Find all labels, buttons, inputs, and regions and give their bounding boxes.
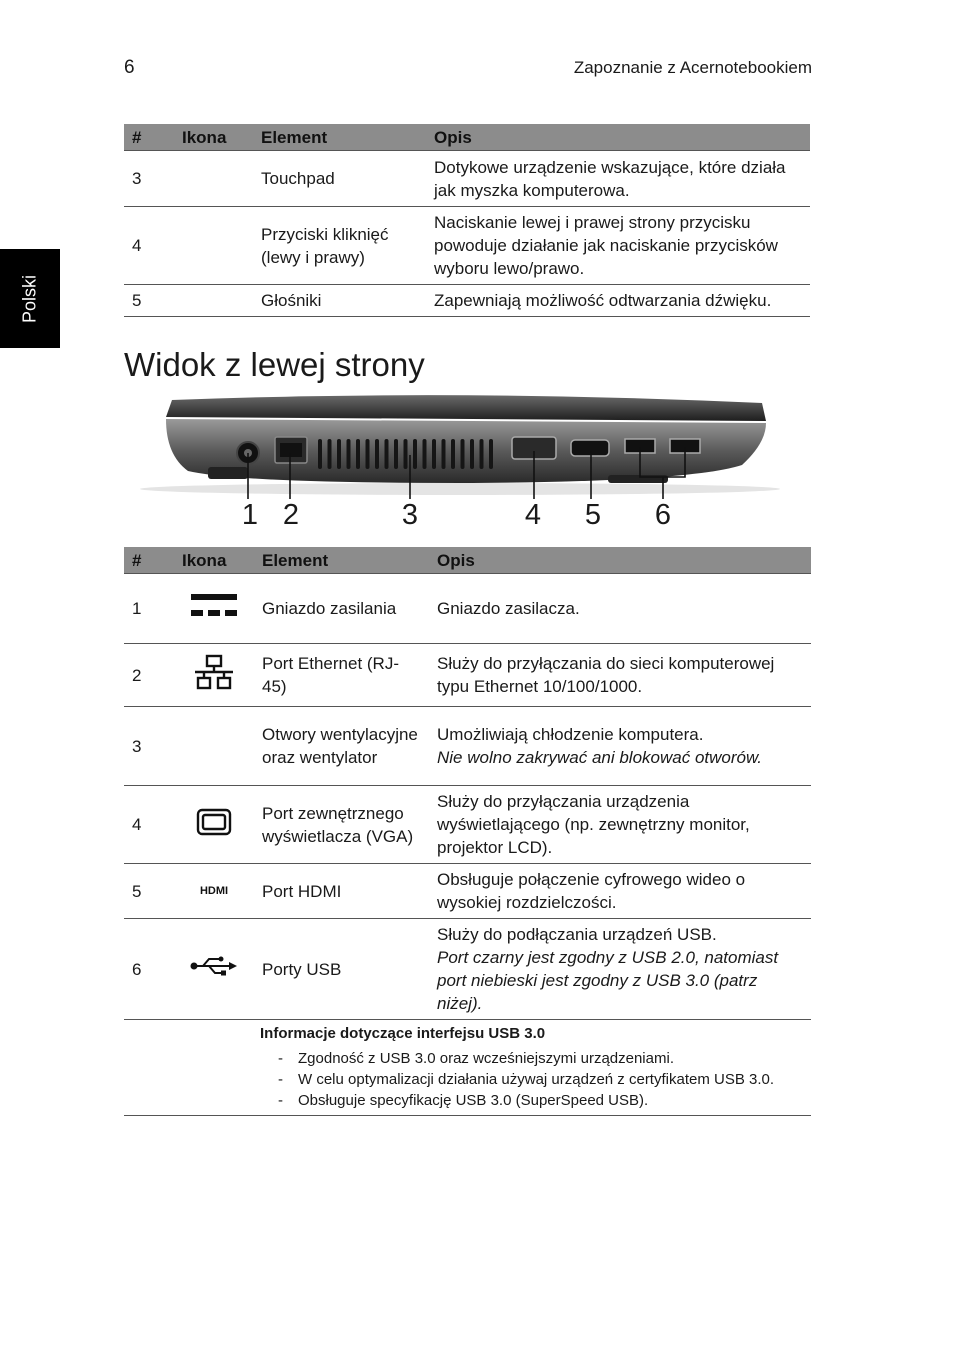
table-row	[124, 707, 811, 786]
row-element: Touchpad	[253, 151, 426, 207]
vent-slot	[404, 439, 408, 469]
row-icon-cell	[174, 151, 253, 207]
foot	[208, 467, 248, 479]
ethernet-icon	[192, 654, 236, 690]
shadow	[140, 483, 780, 495]
list-item: - W celu optymalizacji działania używaj urządzeń z certyfikatem USB 3.0.	[260, 1069, 811, 1090]
row-icon-cell	[174, 919, 254, 1020]
row-element: Port Ethernet (RJ-45)	[254, 644, 429, 707]
col-header-element: Element	[253, 124, 426, 151]
section-title: Widok z lewej strony	[124, 346, 425, 383]
list-item: - Zgodność z USB 3.0 oraz wcześniejszymi urządzeniami.	[260, 1048, 811, 1069]
hdmi-logo-text: HDMI	[199, 884, 229, 897]
row-element: Porty USB	[254, 919, 429, 1020]
row-number: 4	[124, 786, 174, 864]
row-icon-cell	[174, 864, 254, 919]
row-description: Obsługuje połączenie cyfrowego wideo o wysokiej rozdzielczości.	[429, 864, 811, 919]
page-number: 6	[124, 57, 135, 78]
row-element: Port zewnętrznego wyświetlacza (VGA)	[254, 786, 429, 864]
description-text: Umożliwiają chłodzenie komputera.	[437, 725, 704, 744]
row-icon-cell	[174, 285, 253, 317]
usb3-info-cell	[254, 1020, 811, 1116]
usb3-info-row	[124, 1020, 811, 1116]
row-element: Otwory wentylacyjne oraz wentylator	[254, 707, 429, 786]
callout-2: 2	[282, 499, 300, 531]
vent-slot	[451, 439, 455, 469]
row-icon-cell	[174, 644, 254, 707]
vent-slot	[337, 439, 341, 469]
vent-slot	[423, 439, 427, 469]
table-header-row	[124, 124, 810, 151]
row-element: Gniazdo zasilania	[254, 574, 429, 644]
vent-slot	[328, 439, 332, 469]
row-number: 5	[124, 864, 174, 919]
usb-icon	[189, 954, 239, 978]
row-description: Gniazdo zasilacza.	[429, 574, 811, 644]
callout-1: 1	[241, 499, 259, 531]
table-row	[124, 207, 810, 285]
table-row	[124, 151, 810, 207]
dc-power-icon	[190, 591, 238, 621]
vent-slot	[318, 439, 322, 469]
usb3-info-title: Informacje dotyczące interfejsu USB 3.0	[260, 1025, 546, 1042]
row-description: Naciskanie lewej i prawej strony przycisku powoduje działanie jak naciskanie przycisków wyboru lewo/prawo.	[426, 207, 810, 285]
col-header-element: Element	[254, 547, 429, 574]
row-element: Głośniki	[253, 285, 426, 317]
description-note: Nie wolno zakrywać ani blokować otworów.	[437, 748, 763, 767]
laptop-lid	[166, 395, 766, 421]
vga-icon	[196, 808, 232, 836]
left-side-ports-table	[124, 547, 811, 1116]
row-element: Przyciski kliknięć (lewy i prawy)	[253, 207, 426, 285]
usb3-info-list	[260, 1048, 811, 1111]
top-spec-table	[124, 124, 810, 317]
empty-cell	[124, 1020, 174, 1116]
table-row	[124, 864, 811, 919]
col-header-icon: Ikona	[174, 124, 253, 151]
hdmi-icon	[188, 883, 240, 897]
table-row	[124, 919, 811, 1020]
col-header-description: Opis	[426, 124, 810, 151]
vent-slot	[356, 439, 360, 469]
language-tab	[0, 249, 60, 348]
row-element: Port HDMI	[254, 864, 429, 919]
col-header-number: #	[124, 124, 174, 151]
description-text: Służy do podłączania urządzeń USB.	[437, 925, 717, 944]
row-number: 1	[124, 574, 174, 644]
vent-slot	[385, 439, 389, 469]
row-icon-cell	[174, 786, 254, 864]
row-number: 3	[124, 707, 174, 786]
vent-slot	[375, 439, 379, 469]
row-description: Służy do przyłączania do sieci komputerowej typu Ethernet 10/100/1000.	[429, 644, 811, 707]
col-header-icon: Ikona	[174, 547, 254, 574]
row-description: Służy do przyłączania urządzenia wyświetlającego (np. zewnętrzny monitor, projektor LCD).	[429, 786, 811, 864]
row-number: 2	[124, 644, 174, 707]
table-row	[124, 786, 811, 864]
vent-slot	[432, 439, 436, 469]
list-item: - Obsługuje specyfikację USB 3.0 (SuperSpeed USB).	[260, 1090, 811, 1111]
vent-slot	[366, 439, 370, 469]
hdmi-port	[571, 440, 609, 456]
laptop-side-illustration	[130, 385, 790, 545]
vent-slot	[470, 439, 474, 469]
row-icon-cell	[174, 207, 253, 285]
description-note: Port czarny jest zgodny z USB 2.0, natomiast port niebieski jest zgodny z USB 3.0 (patrz niżej).	[437, 948, 779, 1013]
vent-slot	[489, 439, 493, 469]
row-description: Zapewniają możliwość odtwarzania dźwięku.	[426, 285, 810, 317]
col-header-description: Opis	[429, 547, 811, 574]
callout-6: 6	[654, 499, 672, 531]
ethernet-port-opening	[280, 443, 302, 457]
row-number: 4	[124, 207, 174, 285]
vent-slot	[480, 439, 484, 469]
row-number: 3	[124, 151, 174, 207]
language-tab-label: Polski	[19, 274, 40, 323]
table-header-row	[124, 547, 811, 574]
row-description	[429, 707, 811, 786]
row-description: Dotykowe urządzenie wskazujące, które działa jak myszka komputerowa.	[426, 151, 810, 207]
callout-4: 4	[524, 499, 542, 531]
row-icon-cell	[174, 574, 254, 644]
running-header: Zapoznanie z Acernotebookiem	[573, 58, 812, 77]
vent-slot	[461, 439, 465, 469]
table-row	[124, 285, 810, 317]
vent-slot	[442, 439, 446, 469]
laptop-left-side-figure	[130, 385, 790, 545]
row-number: 6	[124, 919, 174, 1020]
row-description	[429, 919, 811, 1020]
empty-cell	[174, 1020, 254, 1116]
table-row	[124, 644, 811, 707]
row-icon-cell	[174, 707, 254, 786]
vent-slot	[394, 439, 398, 469]
table-row	[124, 574, 811, 644]
vent-slot	[413, 439, 417, 469]
callout-3: 3	[401, 499, 419, 531]
row-number: 5	[124, 285, 174, 317]
callout-5: 5	[584, 499, 602, 531]
col-header-number: #	[124, 547, 174, 574]
vent-slot	[347, 439, 351, 469]
